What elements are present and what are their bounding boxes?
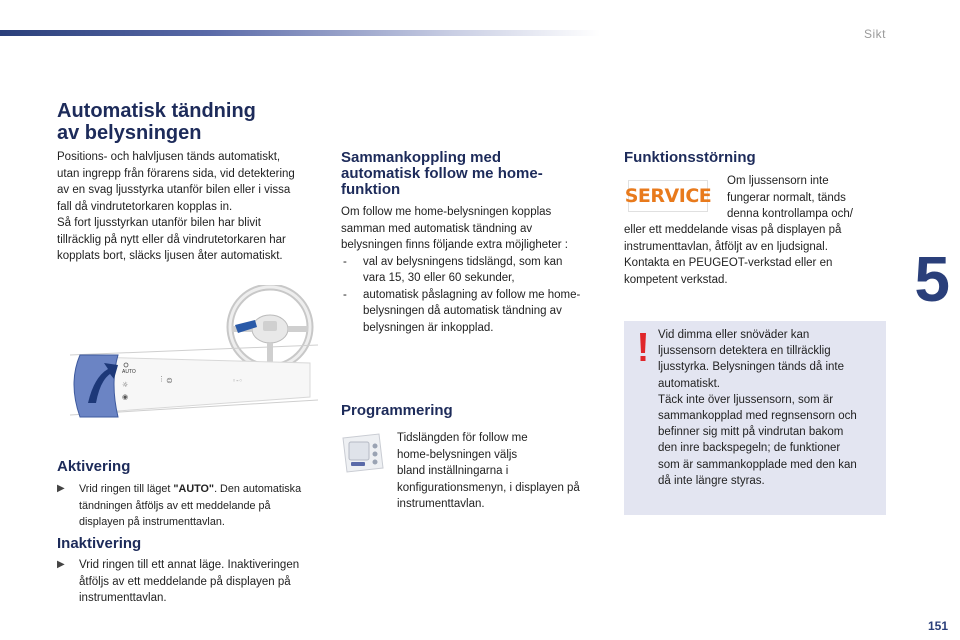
list-item: - automatisk påslagning av follow me home- belysningen då automatisk tändning av belysningen är inkopplad.	[341, 287, 606, 337]
activation-bullet: ▶ Vrid ringen till läget "AUTO". Den automatiska tändningen åtföljs av ett meddelande på displayen på instrumenttavlan.	[57, 481, 327, 531]
arrow-bullet-icon: ▶	[57, 559, 65, 570]
intro-paragraph: Positions- och halvljusen tänds automatiskt, utan ingrepp från förarens sida, vid detektering av en svag ljusstyrka utanför bilen eller i vissa fall då vindrutetorkaren kopplas in. Så fort ljusstyrkan utanför bilen har blivit tillräcklig på nytt eller då vindrutetorkaren har kopplats bort, släcks ljusen åter automatiskt.	[57, 151, 295, 262]
light-stalk-illustration	[60, 285, 325, 445]
programming-paragraph: Tidslängden för follow me home-belysningen väljs bland inställningarna i konfigurationsmenyn, i displayen på instrumenttavlan.	[397, 432, 580, 510]
malfunction-paragraph: eller ett meddelande visas på displayen på instrumenttavlan, åtföljt av en ljudsignal. Kontakta en PEUGEOT-verkstad eller en kompetent verkstad.	[624, 224, 842, 286]
service-warning-icon: SERVICE	[628, 180, 708, 212]
malfunction-paragraph-side: Om ljussensorn inte fungerar normalt, tänds denna kontrollampa och/	[727, 175, 853, 220]
programming-title: Programmering	[341, 402, 453, 419]
page-number: 151	[927, 619, 948, 633]
deactivation-bullet: ▶ Vrid ringen till ett annat läge. Inaktiveringen åtföljs av ett meddelande på displayen på instrumenttavlan.	[57, 557, 327, 607]
warning-box	[624, 321, 886, 515]
chapter-number: 5	[914, 243, 950, 315]
auto-label: AUTO	[122, 369, 136, 375]
multifunction-display-icon	[339, 432, 387, 474]
combination-list	[341, 254, 606, 337]
exclamation-icon	[636, 333, 650, 363]
combination-paragraph: Om follow me home-belysningen kopplas samman med automatisk tändning av belysningen finns följande extra möjligheter : - val av belysningens tidslängd, som kan vara 15, 30 eller 60 sekunder, - automatisk påslagning av follow me home- belysningen då automatisk tändning av belysningen är inkopplad.	[341, 204, 606, 336]
malfunction-title: Funktionsstörning	[624, 149, 756, 166]
svg-text:◉: ◉	[122, 393, 129, 401]
section-label: Sikt	[863, 27, 886, 41]
svg-text:⋮: ⋮	[158, 375, 165, 383]
activation-title: Aktivering	[57, 458, 131, 475]
deactivation-title: Inaktivering	[57, 535, 142, 552]
arrow-bullet-icon: ▶	[57, 483, 65, 494]
list-item: - val av belysningens tidslängd, som kan vara 15, 30 eller 60 sekunder,	[341, 254, 606, 287]
header-gradient-bar	[0, 30, 600, 36]
combination-title: Sammankoppling med automatisk follow me home- funktion	[341, 149, 543, 198]
svg-text:⊜: ⊜	[166, 376, 173, 385]
svg-text:◦-◦: ◦-◦	[232, 377, 243, 385]
svg-text:☼: ☼	[122, 381, 129, 389]
page-title: Automatisk tändning av belysningen	[57, 100, 256, 144]
warning-text: Vid dimma eller snöväder kan ljussensorn detektera en tillräcklig ljusstyrka. Belysningen tänds då inte automatiskt. Täck inte över ljussensorn, som är sammankopplad med regnsensorn och befinner sig mitt på vindrutan bakom den inre backspegeln; de funktioner som är sammankopplade med den kan då inte längre styras.	[658, 329, 857, 487]
